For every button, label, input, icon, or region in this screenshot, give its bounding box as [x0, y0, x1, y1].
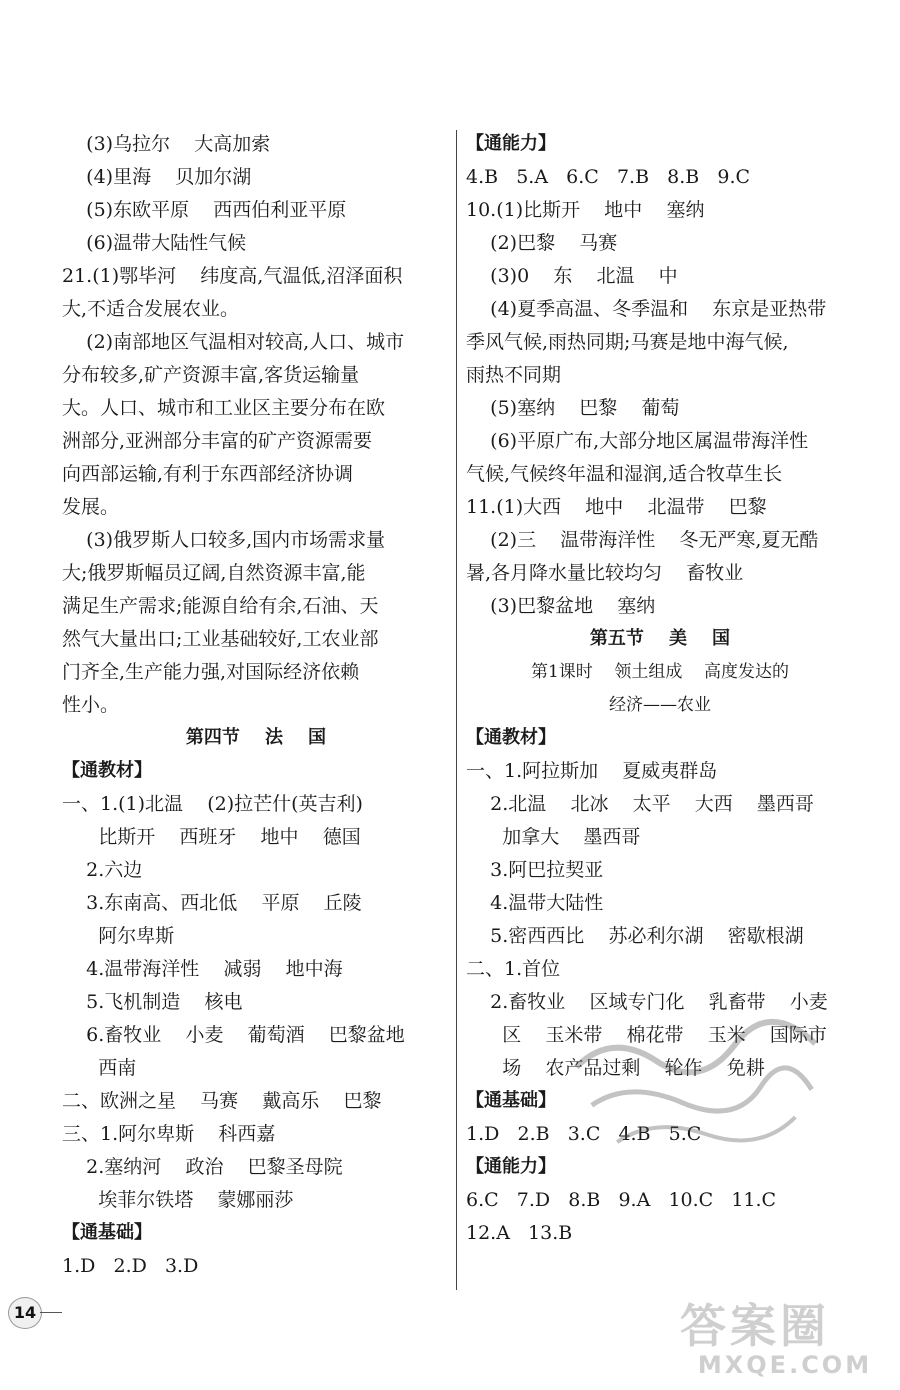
answer-line: 洲部分,亚洲部分丰富的矿产资源需要 [62, 430, 373, 452]
answer-line: 11.(1)大西 地中 北温带 巴黎 [466, 496, 767, 518]
section-heading: 【通基础】 [466, 1090, 556, 1111]
answer-line: 5.飞机制造 核电 [62, 991, 243, 1013]
answer-line: 4.温带大陆性 [466, 892, 604, 914]
answer-line: 3.阿巴拉契亚 [466, 859, 604, 881]
answer-line: 10.(1)比斯开 地中 塞纳 [466, 199, 705, 221]
section-heading: 【通能力】 [466, 1156, 556, 1177]
answer-line: 3.东南高、西北低 平原 丘陵 [62, 892, 362, 914]
answer-line: (3)乌拉尔 大高加索 [62, 133, 271, 155]
answer-line: 1.D 2.D 3.D [62, 1255, 199, 1277]
answer-line: (4)夏季高温、冬季温和 东京是亚热带 [466, 298, 827, 320]
answer-line: 4.B 5.A 6.C 7.B 8.B 9.C [466, 166, 751, 188]
answer-line: 满足生产需求;能源自给有余,石油、天 [62, 595, 379, 617]
answer-line: 一、1.(1)北温 (2)拉芒什(英吉利) [62, 793, 363, 815]
answer-line: 第1课时 领土组成 高度发达的 [530, 662, 790, 682]
answer-line: (2)三 温带海洋性 冬无严寒,夏无酷 [466, 529, 819, 551]
answer-line: 西南 [62, 1057, 137, 1079]
page-number: 14 [8, 1297, 42, 1329]
answer-line: 发展。 [62, 496, 120, 518]
answer-line: 门齐全,生产能力强,对国际经济依赖 [62, 661, 360, 683]
answer-line: 大。人口、城市和工业区主要分布在欧 [62, 397, 386, 419]
answer-line: 三、1.阿尔卑斯 科西嘉 [62, 1123, 276, 1145]
answer-line: 2.塞纳河 政治 巴黎圣母院 [62, 1156, 343, 1178]
answer-line: 阿尔卑斯 [62, 925, 175, 947]
section-heading: 【通教材】 [466, 727, 556, 748]
answer-line: 大;俄罗斯幅员辽阔,自然资源丰富,能 [62, 562, 366, 584]
answer-line: 然气大量出口;工业基础较好,工农业部 [62, 628, 379, 650]
answer-line: (2)南部地区气温相对较高,人口、城市 [62, 331, 405, 353]
section-heading: 【通基础】 [62, 1222, 152, 1243]
answer-line: 比斯开 西班牙 地中 德国 [62, 826, 361, 848]
answer-line: (6)平原广布,大部分地区属温带海洋性 [466, 430, 809, 452]
answer-line: 2.六边 [62, 859, 143, 881]
answer-line: 5.密西西比 苏必利尔湖 密歇根湖 [466, 925, 804, 947]
answer-line: (2)巴黎 马赛 [466, 232, 618, 254]
column-divider [456, 130, 457, 1290]
watermark-bottom: MXQE.COM [697, 1351, 873, 1379]
answer-line: 场 农产品过剩 轮作 免耕 [466, 1057, 765, 1079]
answer-line: 暑,各月降水量比较均匀 畜牧业 [466, 562, 744, 584]
answer-line: (3)俄罗斯人口较多,国内市场需求量 [62, 529, 386, 551]
answer-line: 2.畜牧业 区域专门化 乳畜带 小麦 [466, 991, 828, 1013]
answer-line: (5)塞纳 巴黎 葡萄 [466, 397, 680, 419]
answer-line: (3)0 东 北温 中 [466, 265, 678, 287]
answer-line: 气候,气候终年温和湿润,适合牧草生长 [466, 463, 783, 485]
answer-line: (5)东欧平原 西西伯利亚平原 [62, 199, 347, 221]
section-heading: 【通教材】 [62, 760, 152, 781]
answer-line: 6.C 7.D 8.B 9.A 10.C 11.C [466, 1189, 777, 1211]
answer-line: (4)里海 贝加尔湖 [62, 166, 252, 188]
watermark-top: 答案圈 [680, 1299, 830, 1353]
page-number-rule [40, 1312, 62, 1313]
answer-line: 经济——农业 [609, 695, 711, 715]
answer-line: 分布较多,矿产资源丰富,客货运输量 [62, 364, 360, 386]
answer-line: 一、1.阿拉斯加 夏威夷群岛 [466, 760, 718, 782]
answer-line: 2.北温 北冰 太平 大西 墨西哥 [466, 793, 814, 815]
section-heading: 第五节 美 国 [589, 628, 731, 649]
answer-line: 1.D 2.B 3.C 4.B 5.C [466, 1123, 702, 1145]
answer-line: 区 玉米带 棉花带 玉米 国际市 [466, 1024, 827, 1046]
answer-line: 二、1.首位 [466, 958, 561, 980]
answer-line: 21.(1)鄂毕河 纬度高,气温低,沼泽面积 [62, 265, 403, 287]
answer-line: 二、欧洲之星 马赛 戴高乐 巴黎 [62, 1090, 382, 1112]
answer-line: 6.畜牧业 小麦 葡萄酒 巴黎盆地 [62, 1024, 405, 1046]
watermark-logo [680, 1300, 890, 1380]
answer-line: 埃菲尔铁塔 蒙娜丽莎 [62, 1189, 294, 1211]
answer-line: 加拿大 墨西哥 [466, 826, 641, 848]
answer-line: (3)巴黎盆地 塞纳 [466, 595, 656, 617]
answer-line: (6)温带大陆性气候 [62, 232, 247, 254]
answer-line: 向西部运输,有利于东西部经济协调 [62, 463, 354, 485]
section-heading: 第四节 法 国 [185, 727, 327, 748]
answer-line: 12.A 13.B [466, 1222, 573, 1244]
answer-line: 季风气候,雨热同期;马赛是地中海气候, [466, 331, 789, 353]
answer-line: 性小。 [62, 694, 120, 716]
answer-line: 大,不适合发展农业。 [62, 298, 240, 320]
answer-line: 4.温带海洋性 减弱 地中海 [62, 958, 343, 980]
section-heading: 【通能力】 [466, 133, 556, 154]
answer-line: 雨热不同期 [466, 364, 562, 386]
